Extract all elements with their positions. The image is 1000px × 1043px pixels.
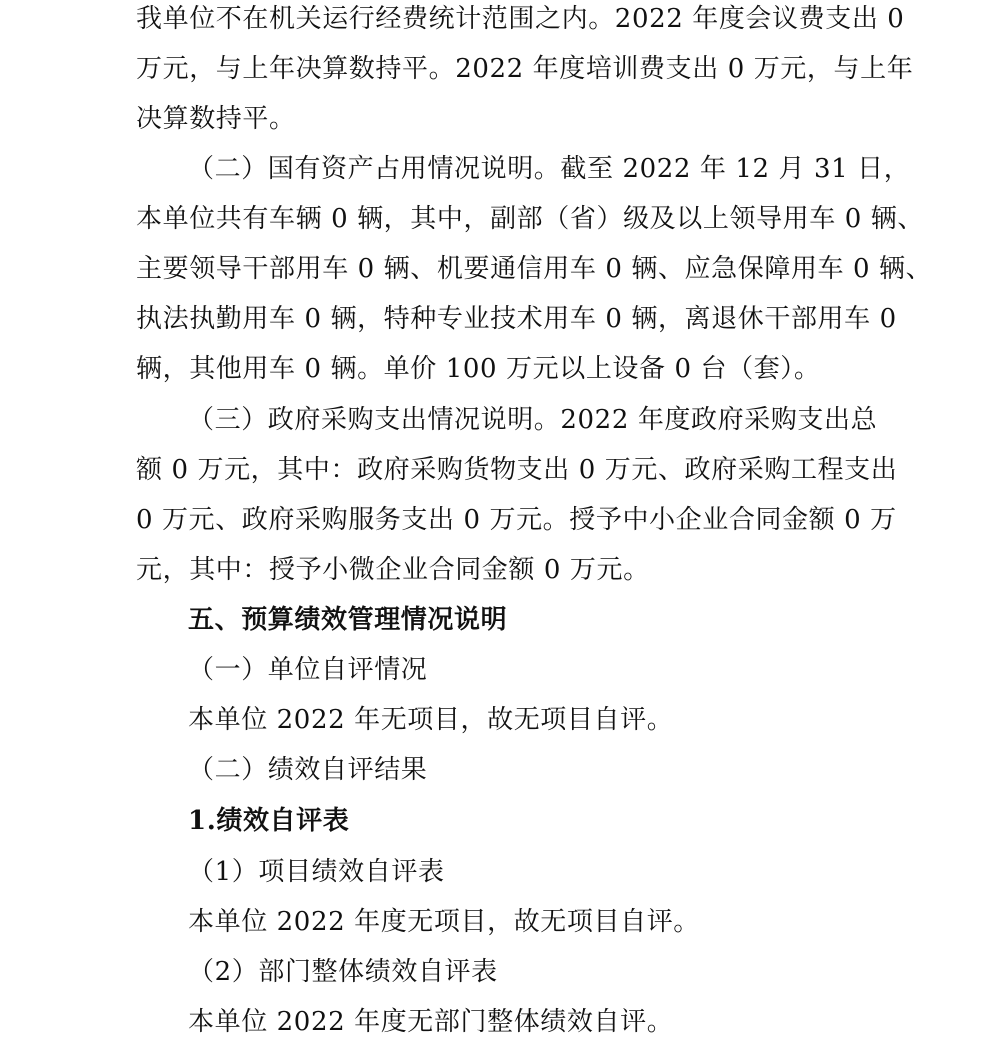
paragraph-line: （二）国有资产占用情况说明。截至 2022 年 12 月 31 日， <box>188 154 911 184</box>
section-heading: 五、预算绩效管理情况说明 <box>188 605 508 635</box>
subsection-heading: （二）绩效自评结果 <box>188 755 428 785</box>
paragraph-line: 额 0 万元，其中：政府采购货物支出 0 万元、政府采购工程支出 <box>136 455 898 485</box>
paragraph-line: 元，其中：授予小微企业合同金额 0 万元。 <box>136 555 650 585</box>
subheading-bold: 1.绩效自评表 <box>188 806 350 836</box>
paragraph-line: 万元，与上年决算数持平。2022 年度培训费支出 0 万元，与上年 <box>136 54 914 84</box>
subsection-heading: （一）单位自评情况 <box>188 655 428 685</box>
paragraph-line: 本单位 2022 年度无项目，故无项目自评。 <box>188 907 700 937</box>
paragraph-line: 本单位 2022 年度无部门整体绩效自评。 <box>188 1007 674 1037</box>
paragraph-line: （三）政府采购支出情况说明。2022 年度政府采购支出总 <box>188 405 878 435</box>
subsection-heading: （2）部门整体绩效自评表 <box>188 957 498 987</box>
paragraph-line: 0 万元、政府采购服务支出 0 万元。授予中小企业合同金额 0 万 <box>136 505 897 535</box>
paragraph-line: 辆，其他用车 0 辆。单价 100 万元以上设备 0 台（套）。 <box>136 354 821 384</box>
paragraph-line: 执法执勤用车 0 辆，特种专业技术用车 0 辆，离退休干部用车 0 <box>136 304 897 334</box>
paragraph-line: 本单位 2022 年无项目，故无项目自评。 <box>188 705 674 735</box>
paragraph-line: 我单位不在机关运行经费统计范围之内。2022 年度会议费支出 0 <box>136 4 905 34</box>
paragraph-line: 本单位共有车辆 0 辆，其中，副部（省）级及以上领导用车 0 辆、 <box>136 204 924 234</box>
paragraph-line: 主要领导干部用车 0 辆、机要通信用车 0 辆、应急保障用车 0 辆、 <box>136 254 933 284</box>
paragraph-line: 决算数持平。 <box>136 104 296 134</box>
subsection-heading: （1）项目绩效自评表 <box>188 857 445 887</box>
